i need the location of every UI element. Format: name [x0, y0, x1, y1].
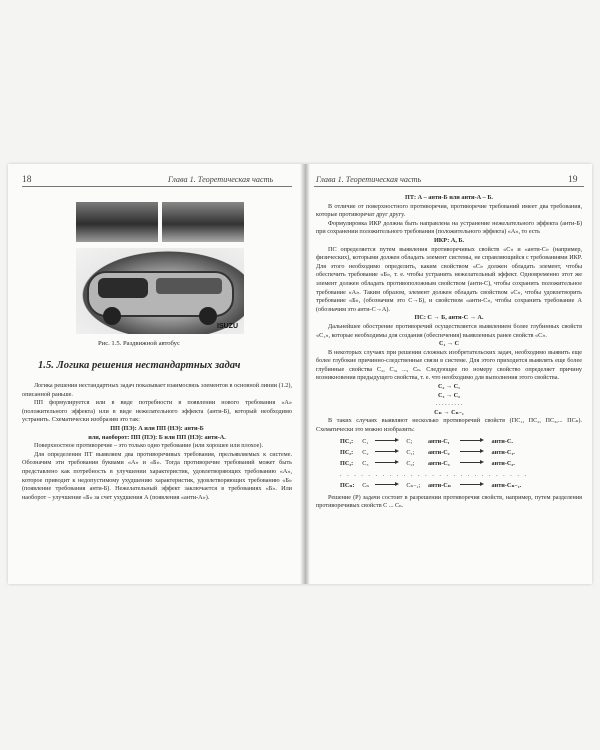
formula: ПТ: А – анти-Б или анти-А – Б. [405, 194, 493, 201]
right-running-header: Глава 1. Теоретическая часть [316, 175, 422, 184]
left-running-header: Глава 1. Теоретическая часть [168, 175, 274, 184]
formula: или, наоборот: ПП (ПЭ): Б или ПП (НЭ): анти-А. [88, 433, 226, 441]
paragraph: Формулировка ИКР должна быть направлена на устранение нежелательного эффекта (анти-Б) при сохранении положительного требования (положительного эффекта) «А», то есть [316, 219, 582, 236]
paragraph: Для определения ПТ выявляем два противоречивых требования, прелъявляемых к системе. Обозначим эти требования буквами «А» и «Б». Тогда противоречие требований может быть представлено как потребность в улучшении характеристик, удовлетворяющих требованию «А», которое приводит к недопустимому ухудшению характеристик, удовлетворяющих требованию «Б» (появление требования анти-Б). Нежелательный эффект заключается в требованиях «Б». Или наоборот – улучшение «Б» за счет ухудшения А (появления «анти-А»). [22, 450, 292, 501]
right-page-number: 19 [568, 175, 578, 185]
formula: Сₙ → Сₙ₋₁ [434, 408, 464, 416]
left-header-rule [22, 186, 292, 187]
figure-photo-top-left [76, 202, 158, 242]
section-title: 1.5. Логика решения нестандартных задач [38, 360, 241, 371]
table-row: ПС₁: С₁ С; анти-С₁ анти-С. [340, 437, 513, 445]
figure-photo-top-right [162, 202, 244, 242]
formula: С₃ → С₂ [438, 391, 460, 399]
book-spread [8, 164, 592, 584]
table-row: ПС₂: С₂ С₁; анти-С₂ анти-С₁. [340, 448, 515, 456]
table-row: ПС₃: С₃ С₂; анти-С₃ анти-С₂. [340, 459, 515, 467]
formula: С₁ → С [438, 340, 460, 348]
left-page [8, 164, 298, 584]
right-body-text [316, 194, 582, 511]
figure-photo-bus [76, 248, 244, 334]
left-page-number: 18 [22, 175, 32, 185]
formula: ПС: С → Б, анти-С → А. [414, 314, 484, 322]
photo-badge: ISUZU [217, 323, 238, 330]
table-row: ПСₙ: Сₙ Сₙ₋₁; анти-Сₙ анти-Сₙ₋₁. [340, 481, 522, 489]
right-page [308, 164, 592, 584]
formula: С₂ → С₁ [438, 383, 460, 391]
formula: ПП (ПЭ): А или ПП (НЭ): анти-Б [110, 424, 204, 432]
bus-silhouette [76, 248, 244, 334]
ps-chain-table [338, 437, 530, 492]
paragraph: Решение (Р) задачи состоит в разрешении противоречия свойств, например, путем разделения противоречивых свойств С ... Сₙ. [316, 493, 582, 510]
paragraph: Дальнейшее обострение противоречий осуществляется выявлением более глубинных свойств «С₁», которые необходимы для создания (обеспечения) выявленных ранее свойств «С». [316, 322, 582, 339]
paragraph: ПП формулируется или в виде потребности в появлении нового требования «А» (положительного эффекта) или в виде нежелательного эффекта (анти-Б), который необходимо устранить. Схематически изобразим это так: [22, 399, 292, 424]
right-header-rule [314, 186, 584, 187]
formula-ellipsis: . . . . . . . . . [435, 400, 463, 408]
paragraph: В отличие от поверхностного противоречия, противоречие требований имеет два требования, которые противоречат друг другу. [316, 202, 582, 219]
formula: ИКР: А, Б. [433, 236, 465, 244]
paragraph: Поверхностное противоречие – это только одно требование (или хорошее или плохое). [34, 442, 264, 450]
paragraph: ПС определяется путем выявления противоречивых свойств «С» и «анти-С» (например, физических), которыми должен обладать элемент системы, не справляющийся с требованиями ИКР. Для этого необходимо определить, каким свойством «С» должен обладать элемент, чтобы обеспечить требование «Б», т. е. чтобы устранить нежелательный эффект. Одновременно этот же элемент должен обладать противоположным свойством (анти-С), чтобы сохранить положительное требование «А». Таким образом, элемент должен обладать свойством «С», чтобы удовлетворить требование «Б», (обозначим это С→Б), и свойством «анти-С», чтобы сохранить требование А (обозначим это анти-С→А). [316, 245, 582, 313]
paragraph: В некоторых случаях при решении сложных изобретательских задач, необходимо выявить еще более глубокие причинно-следственные связи в системе. Для этого приходится выявлять еще более глубинные свойства С₂, С₃, ..., Сₙ. Следующее по номеру свойство определяет причину возникновения предыдущего свойства, т. е. что необходимо для выполнения этого свойства. [316, 348, 582, 382]
figure-caption: Рис. 1.5. Раздвижной автобус [98, 340, 180, 347]
table-row-dots: . . . . . . . . . . . . . . . . . . . . . . . . . . . [340, 470, 528, 478]
left-body-text [22, 382, 292, 502]
paragraph: В таких случаях выявляют несколько противоречий свойств (ПС₁, ПС₂, ПС₃,... ПСₙ). Схематически это можно изобразить: [316, 417, 582, 434]
paragraph: Логика решения нестандартных задач показывает взаимосвязь элементов в основной линии (1.2), описанной раньше. [22, 382, 292, 398]
